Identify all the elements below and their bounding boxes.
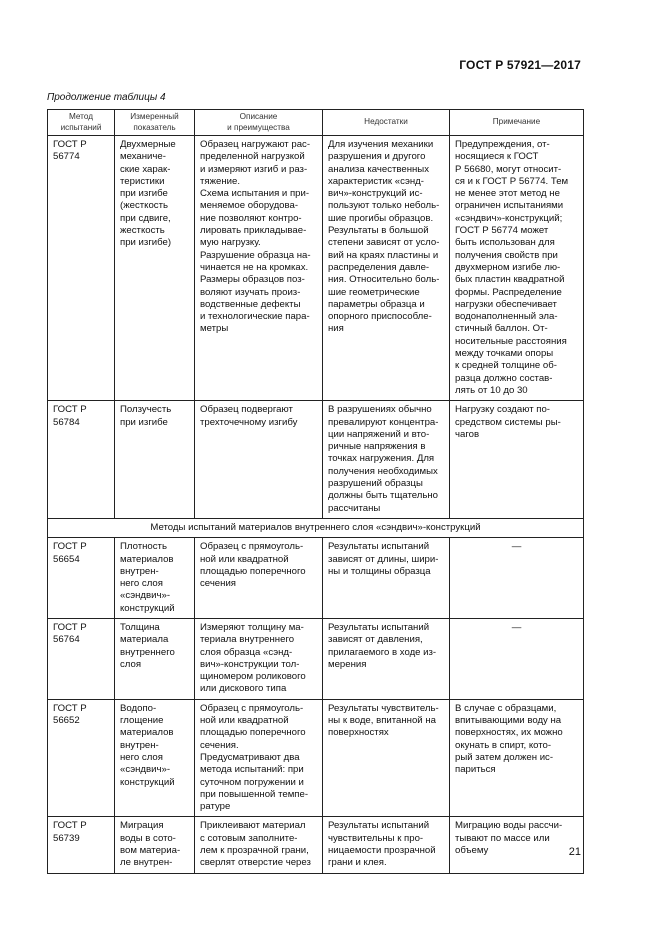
table-continuation-caption: Продолжение таблицы 4 [47,92,166,103]
cell-drawbacks: Результаты испытаний зависят от давления, прилагаемого в ходе из- мерения [323,618,450,699]
cell-note: — [450,538,584,619]
table-row [48,618,584,699]
cell-method: ГОСТ Р 56774 [48,136,115,401]
table-row [48,699,584,817]
cell-method: ГОСТ Р 56654 [48,538,115,619]
header-description: Описание и преимущества [195,110,323,136]
header-note: Примечание [450,110,584,136]
table-row [48,136,584,401]
table-header-row [48,110,584,136]
document-code: ГОСТ Р 57921—2017 [459,58,581,72]
cell-indicator: Двухмерные механиче- ские харак- теристики при изгибе (жесткость при сдвиге, жесткость при изгибе) [115,136,195,401]
cell-method: ГОСТ Р 56652 [48,699,115,817]
cell-indicator: Водопо- глощение материалов внутрен- него слоя «сэндвич»- конструкций [115,699,195,817]
header-drawbacks: Недостатки [323,110,450,136]
header-indicator: Измеренный показатель [115,110,195,136]
cell-note: В случае с образцами, впитывающими воду на поверхностях, их можно окунать в спирт, кото- рый затем должен ис- париться [450,699,584,817]
cell-method: ГОСТ Р 56764 [48,618,115,699]
cell-description: Образец подвергают трехточечному изгибу [195,401,323,519]
cell-method: ГОСТ Р 56739 [48,817,115,873]
cell-note: Нагрузку создают по- средством системы ры- чагов [450,401,584,519]
cell-indicator: Плотность материалов внутрен- него слоя «сэндвич»- конструкций [115,538,195,619]
table-row [48,538,584,619]
section-title: Методы испытаний материалов внутреннего слоя «сэндвич»-конструкций [48,518,584,537]
page-number: 21 [568,846,581,858]
cell-indicator: Миграция воды в сото- вом материа- ле внутрен- [115,817,195,873]
cell-note: Миграцию воды рассчи- тывают по массе или объему [450,817,584,873]
methods-table [47,109,584,874]
table-row [48,401,584,519]
cell-indicator: Ползучесть при изгибе [115,401,195,519]
header-method: Метод испытаний [48,110,115,136]
section-row [48,518,584,537]
cell-drawbacks: В разрушениях обычно превалируют концентра- ции напряжений и вто- ричные напряжения в точках нагружения. Для получения необходимых разрушений образцы должны быть тщательно рассчитаны [323,401,450,519]
cell-drawbacks: Для изучения механики разрушения и другого анализа качественных характеристик «сэнд- вич»-конструкций ис- пользуют только неболь- шие прогибы образцов. Результаты в большой степени зависят от усло- вий на краях пластины и распределения давле- ния. Относительно боль- шие геометрические параметры образца и опорного приспособле- ния [323,136,450,401]
cell-description: Приклеивают материал с сотовым заполните- лем к прозрачной грани, сверлят отверстие через [195,817,323,873]
cell-drawbacks: Результаты испытаний чувствительны к про- ницаемости прозрачной грани и клея. [323,817,450,873]
cell-drawbacks: Результаты чувствитель- ны к воде, впитанной на поверхностях [323,699,450,817]
cell-indicator: Толщина материала внутреннего слоя [115,618,195,699]
cell-description: Образец с прямоуголь- ной или квадратной площадью поперечного сечения. Предусматривают два метода испытаний: при суточном погружении и при повышенной темпе- ратуре [195,699,323,817]
cell-description: Образец с прямоуголь- ной или квадратной площадью поперечного сечения [195,538,323,619]
cell-drawbacks: Результаты испытаний зависят от длины, шири- ны и толщины образца [323,538,450,619]
cell-description: Измеряют толщину ма- териала внутреннего слоя образца «сэнд- вич»-конструкции тол- щиномером роликового или дискового типа [195,618,323,699]
cell-note: Предупреждения, от- носящиеся к ГОСТ Р 56680, могут относит- ся и к ГОСТ Р 56774. Тем не менее этот метод не ограничен испытаниями «сэндвич»-конструкций; ГОСТ Р 56774 может быть использован для получения свойств при двухмерном изгибе лю- бых пластин квадратной формы. Распределение нагрузки обеспечивает водонаполненный эла- стичный баллон. От- носительные расстояния между точками опоры к средней толщине об- разца должно состав- лять от 10 до 30 [450,136,584,401]
table-row [48,817,584,873]
cell-method: ГОСТ Р 56784 [48,401,115,519]
cell-note: — [450,618,584,699]
cell-description: Образец нагружают рас- пределенной нагрузкой и измеряют изгиб и раз- тяжение. Схема испытания и при- меняемое оборудова- ние позволяют контро- лировать прикладывае- мую нагрузку. Разрушение образца на- чинается не на кромках. Размеры образцов поз- воляют изучать произ- водственные дефекты и технологические пара- метры [195,136,323,401]
